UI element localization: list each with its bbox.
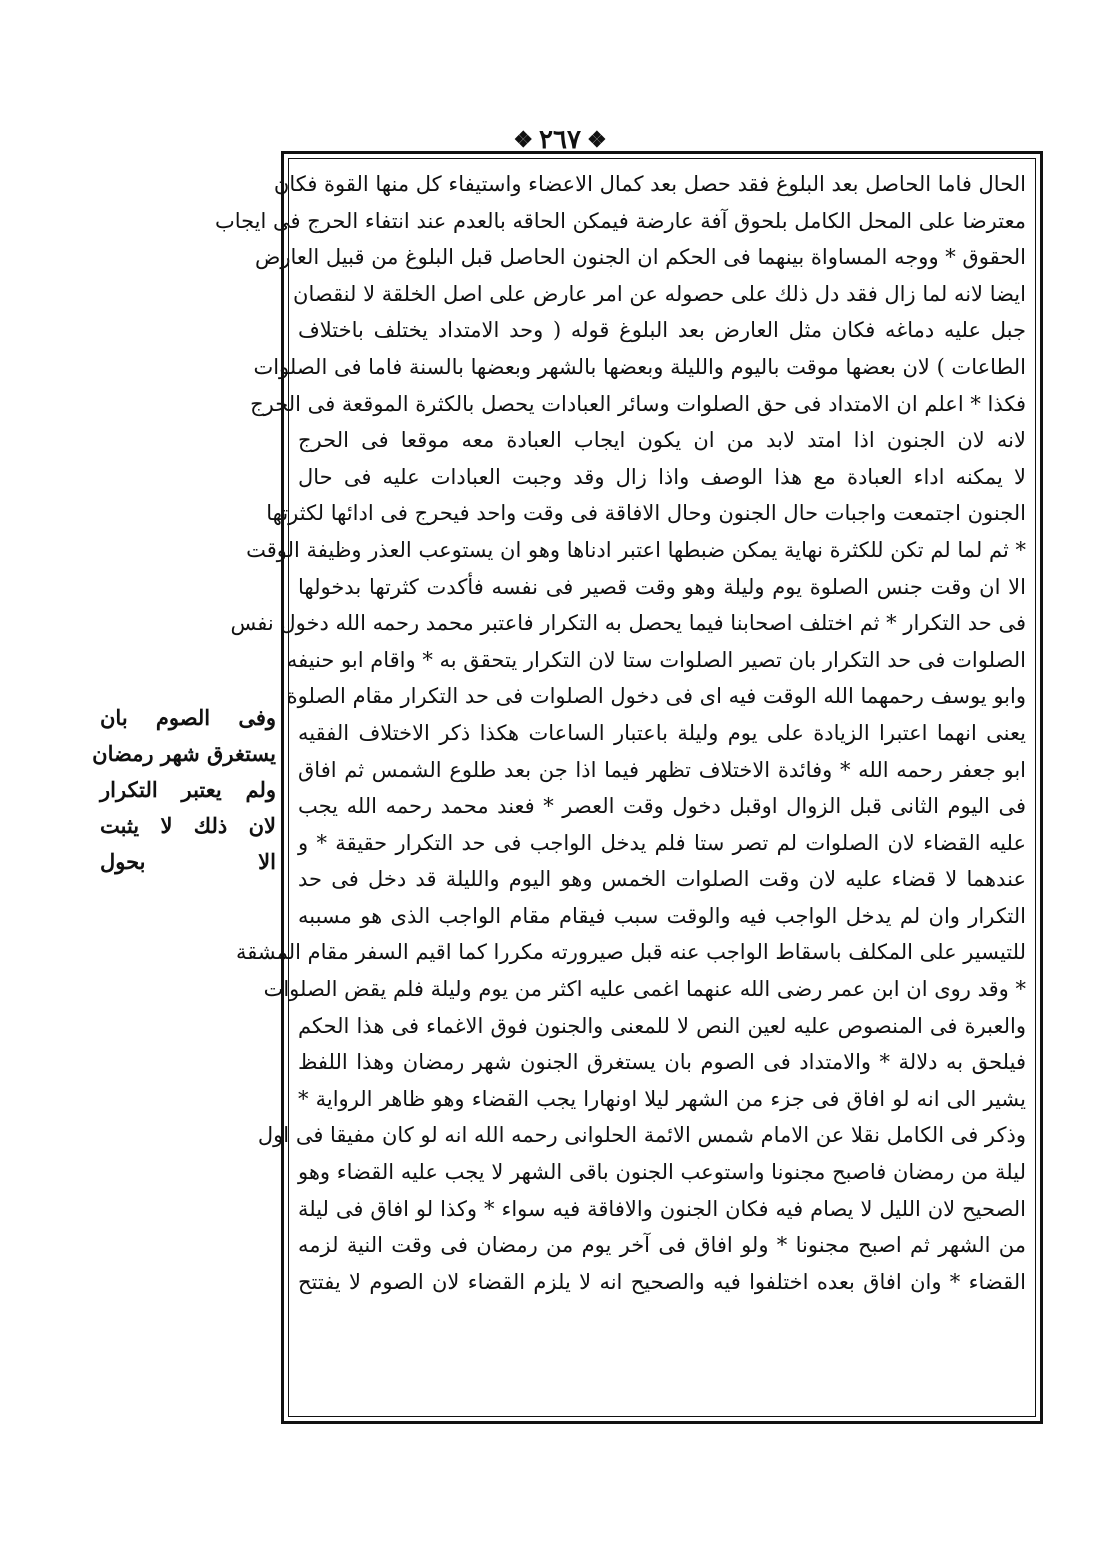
text-line: معترضا على المحل الكامل بلحوق آفة عارضة فيمكن الحاقه بالعدم عند انتفاء الحرج فى ايجاب	[214, 208, 1026, 233]
text-line: ليلة من رمضان فاصبح مجنونا واستوعب الجنون باقى الشهر لا يجب عليه القضاء وهو	[298, 1160, 1026, 1185]
text-line: للتيسير على المكلف باسقاط الواجب عنه قبل صيرورته مكررا كما اقيم السفر مقام المشقة	[235, 940, 1026, 965]
text-line: عندهما لا قضاء عليه لان وقت الصلوات الخمس وهو اليوم والليلة قد دخل فى حد	[298, 867, 1026, 892]
text-line: ابو جعفر رحمه الله * وفائدة الاختلاف تظهر فيما اذا جن بعد طلوع الشمس ثم افاق	[298, 757, 1026, 782]
text-line: يعنى انهما اعتبرا الزيادة على يوم وليلة باعتبار الساعات هكذا ذكر الاختلاف الفقيه	[298, 720, 1026, 745]
text-line: الا ان وقت جنس الصلوة يوم وليلة وهو وقت قصير فى نفسه فأكدت كثرتها بدخولها	[298, 574, 1026, 599]
text-line: يشير الى انه لو افاق فى جزء من الشهر ليلا اونهارا يجب القضاء وهو ظاهر الرواية *	[298, 1086, 1026, 1111]
text-line: الحال فاما الحاصل بعد البلوغ فقد حصل بعد كمال الاعضاء واستيفاء كل منها القوة فكان	[273, 172, 1026, 196]
text-line: فيلحق به دلالة * والامتداد فى الصوم بان يستغرق الجنون شهر رمضان وهذا اللفظ	[298, 1050, 1026, 1075]
main-text-block	[214, 166, 1026, 1411]
text-line: القضاء * وان افاق بعده اختلفوا فيه والصحيح انه لا يلزم القضاء لان الصوم لا يفتتح	[298, 1269, 1026, 1294]
text-line: عليه القضاء لان الصلوات لم تصر ستا فلم يدخل الواجب فى حد التكرار حقيقة * و	[298, 830, 1026, 855]
text-line: التكرار وان لم يدخل الواجب فيه والوقت سبب فيقام مقام الواجب الذى هو مسببه	[298, 903, 1026, 928]
margin-note-line: لان ذلك لا يثبت	[100, 813, 276, 838]
left-ornament-icon: ❖	[513, 127, 534, 153]
text-line: وابو يوسف رحمهما الله الوقت فيه اى فى دخول الصلوات فى حد التكرار مقام الصلوة	[286, 684, 1026, 709]
text-line: * وقد روى ان ابن عمر رضى الله عنهما اغمى عليه اكثر من يوم وليلة فلم يقض الصلوات	[263, 977, 1026, 1002]
margin-note-line: الا بحول	[100, 849, 276, 874]
text-line: وذكر فى الكامل نقلا عن الامام شمس الائمة الحلوانى رحمه الله انه لو كان مفيقا فى اول	[257, 1123, 1026, 1148]
text-line: ايضا لانه لما زال فقد دل ذلك على حصوله عن امر عارض على اصل الخلقة لا لنقصان	[293, 281, 1026, 306]
right-ornament-icon: ❖	[586, 127, 607, 153]
text-line: فكذا * اعلم ان الامتداد فى حق الصلوات وسائر العبادات يحصل بالكثرة الموقعة فى الحرج	[250, 391, 1026, 416]
text-line: جبل عليه دماغه فكان مثل العارض بعد البلوغ قوله ( وحد الامتداد يختلف باختلاف	[298, 318, 1026, 343]
text-line: فى اليوم الثانى قبل الزوال اوقبل دخول وقت العصر * فعند محمد رحمه الله يجب	[298, 794, 1026, 819]
text-line: فى حد التكرار * ثم اختلف اصحابنا فيما يحصل به التكرار فاعتبر محمد رحمه الله دخول نفس	[230, 611, 1026, 636]
page-number-text: ٢٦٧	[539, 125, 581, 155]
text-line: الجنون اجتمعت واجبات حال الجنون وحال الافاقة فى وقت واحد فيحرج فى ادائها لكثرتها	[266, 501, 1026, 526]
text-line: الصحيح لان الليل لا يصام فيه فكان الجنون والافاقة فيه سواء * وكذا لو افاق فى ليلة	[298, 1196, 1026, 1221]
margin-note-line: يستغرق شهر رمضان	[92, 741, 276, 766]
margin-note-line: ولم يعتبر التكرار	[100, 777, 276, 802]
text-line: الطاعات ) لان بعضها موقت باليوم والليلة وبعضها بالشهر وبعضها بالسنة فاما فى الصلوات	[253, 354, 1026, 379]
margin-note-line: وفى الصوم بان	[100, 705, 276, 730]
text-line: لانه لان الجنون اذا امتد لابد من ان يكون ايجاب العبادة معه موقعا فى الحرج	[298, 428, 1026, 453]
text-line: من الشهر ثم اصبح مجنونا * ولو افاق فى آخر يوم من رمضان فى وقت النية لزمه	[298, 1233, 1026, 1258]
margin-note	[92, 700, 276, 880]
text-line: الصلوات فى حد التكرار بان تصير الصلوات ستا لان التكرار يتحقق به * واقام ابو حنيفه	[286, 647, 1026, 672]
text-line: الحقوق * ووجه المساواة بينهما فى الحكم ان الجنون الحاصل قبل البلوغ من قبيل العارض	[254, 245, 1026, 270]
text-line: والعبرة فى المنصوص عليه لعين النص لا للمعنى والجنون فوق الاغماء فى هذا الحكم	[298, 1013, 1026, 1038]
text-line: * ثم لما لم تكن للكثرة نهاية يمكن ضبطها اعتبر ادناها وهو ان يستوعب العذر وظيفة الوقت	[246, 537, 1026, 562]
text-line: لا يمكنه اداء العبادة مع هذا الوصف واذا زال وقد وجبت العبادات عليه فى حال	[298, 464, 1026, 489]
